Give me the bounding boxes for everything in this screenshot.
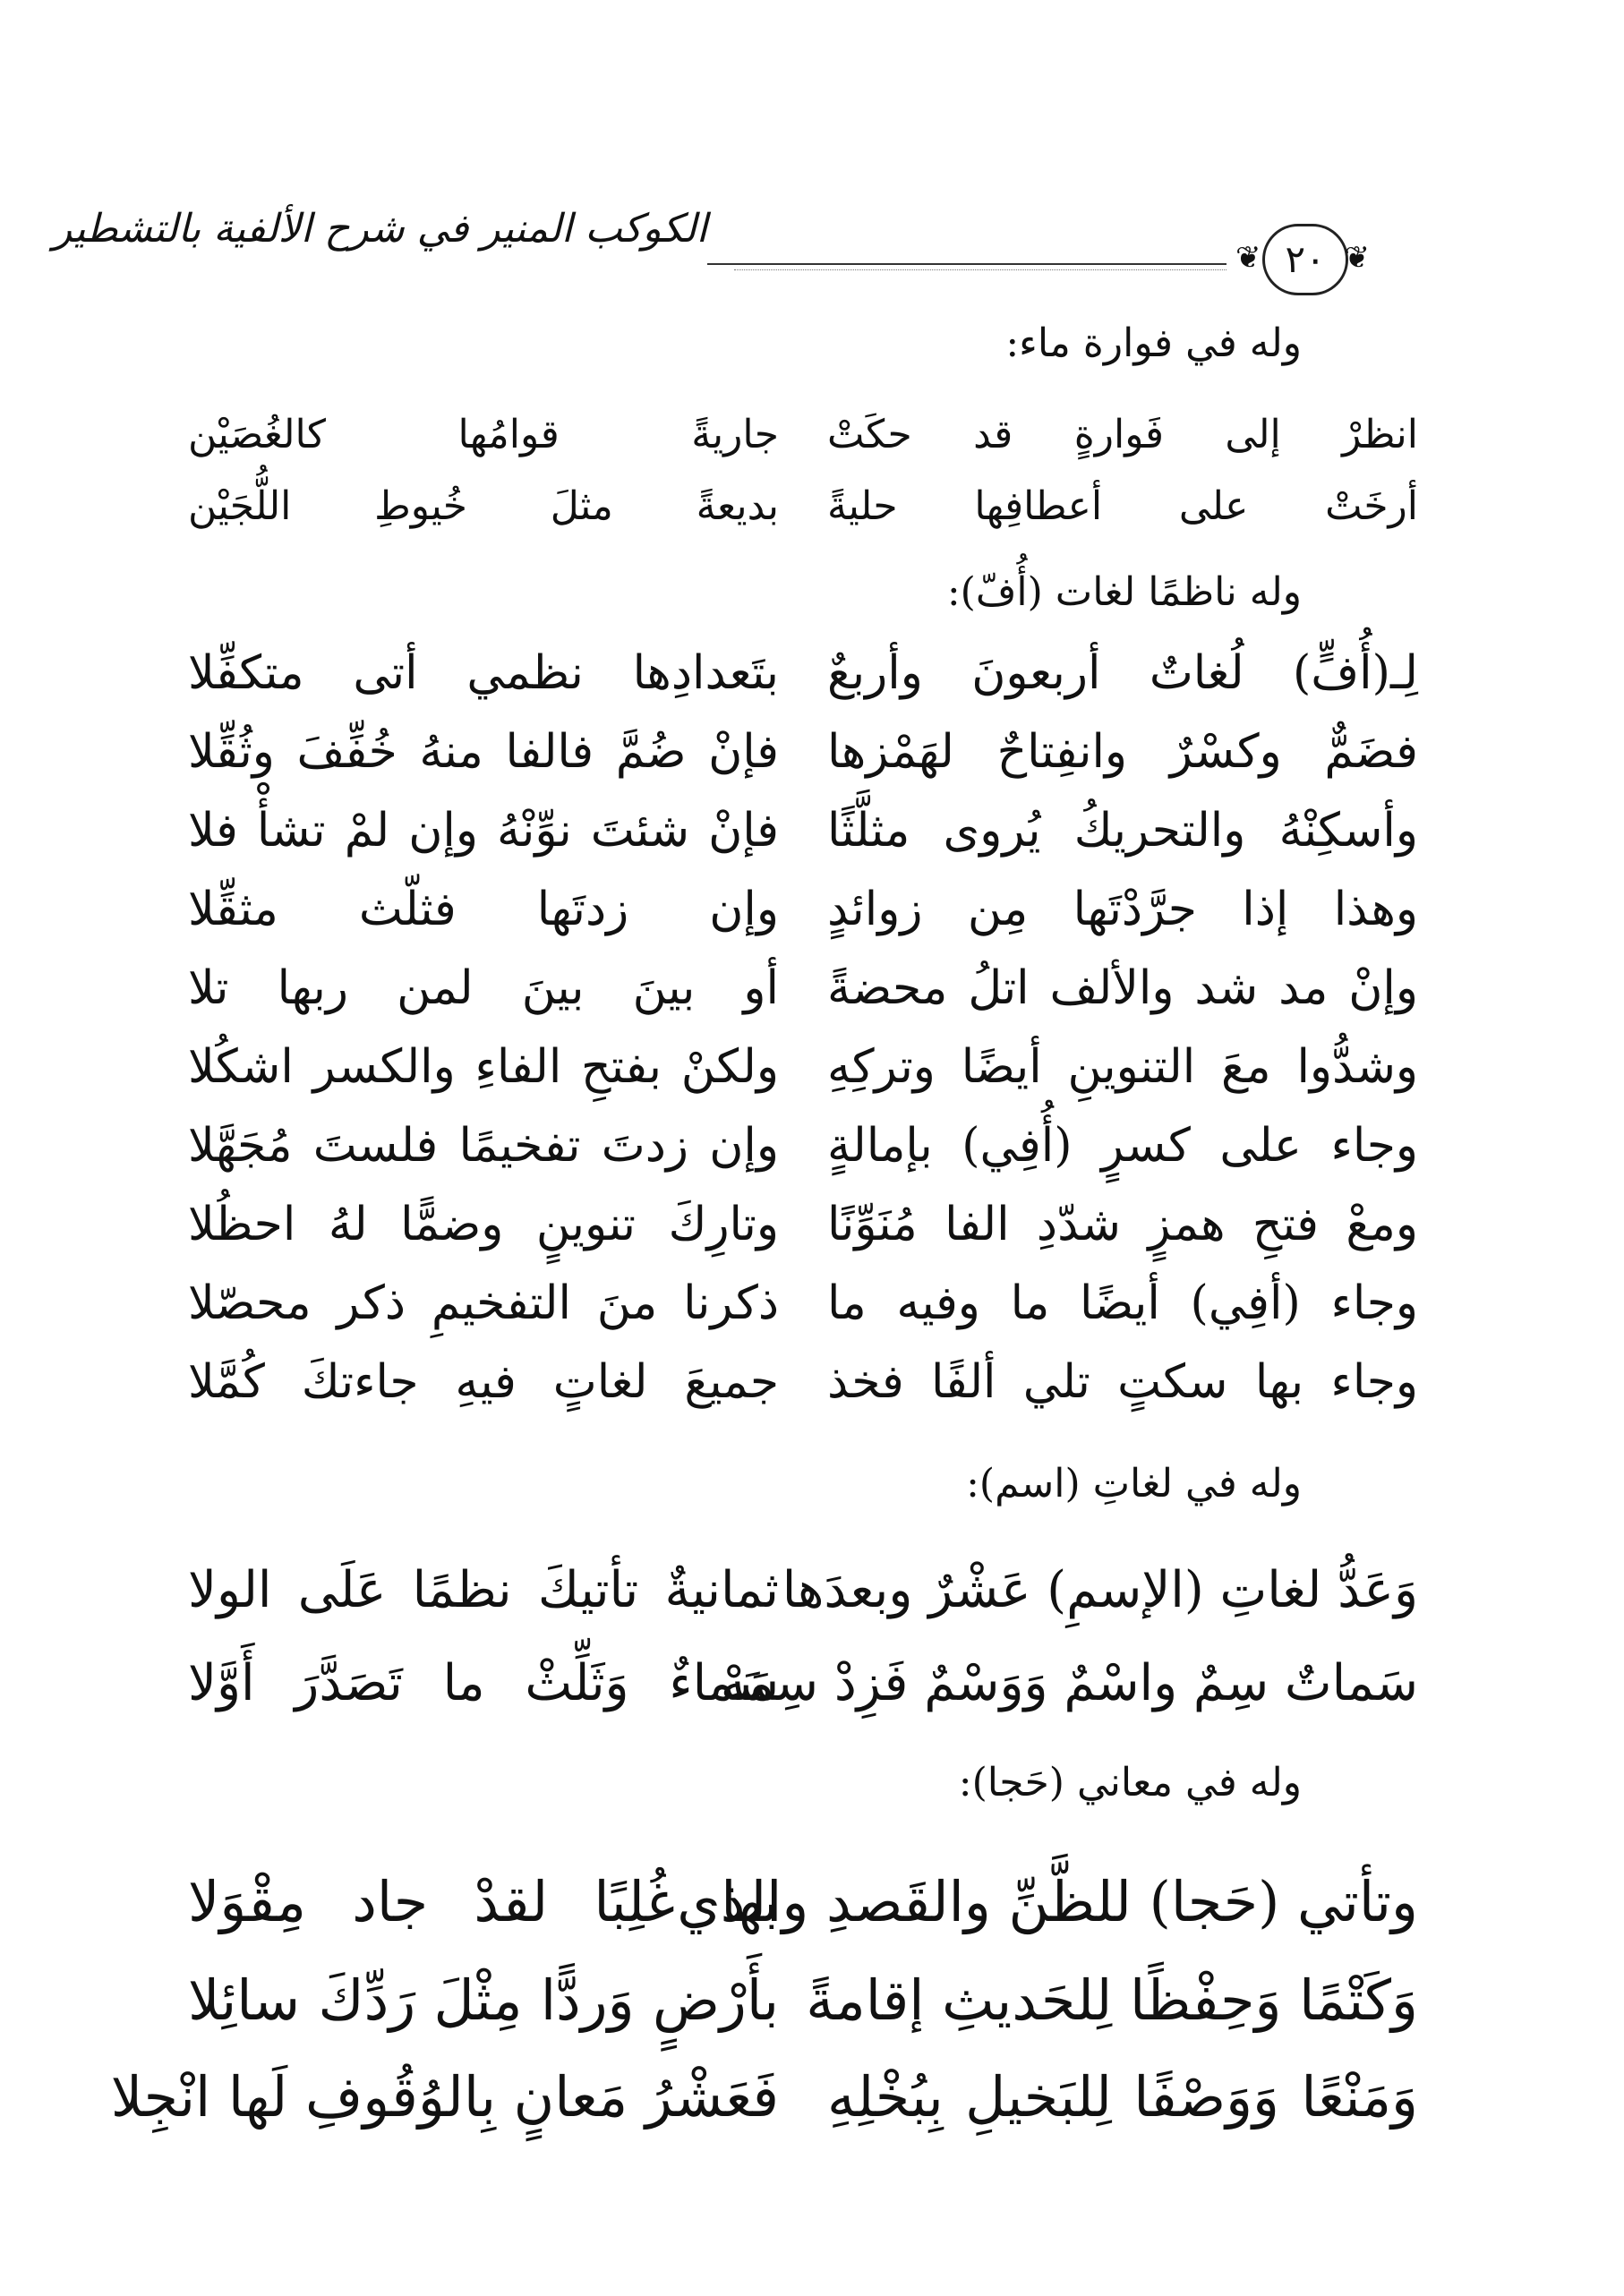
verse-first-hemistich: انظرْ إلى فَوارةٍ قد حكَتْ [827,412,1418,457]
verse-first-hemistich: وَعَدُّ لغاتِ (الإسمِ) عَشْرٌ وبعدَها [782,1561,1418,1619]
verse-first-hemistich: سَماتٌ سِمٌ واسْمٌ وَوَسْمٌ فَزِدْ سِمَهْ [720,1654,1418,1712]
verse-first-hemistich: فضَمٌّ وكسْرٌ وانفِتاحٌ لهَمْزها [827,725,1418,779]
verse-line [188,1654,1418,1712]
page-number: ٢٠ [1262,224,1348,295]
verse-line [188,1119,1418,1173]
verse-first-hemistich: وجاء بها سكتٍ تلي ألفًا فخذ [827,1355,1418,1409]
verse-first-hemistich: وأسكِنْهُ والتحريكُ يُروى مثلَّثًا [827,804,1418,858]
verse-first-hemistich: وشدُّوا معَ التنوينِ أيضًا وتركِهِ [827,1040,1418,1094]
verse-first-hemistich: وتأتي (حَجا) للظَّنِّ والقَصدِ والذي [677,1869,1418,1934]
verse-second-hemistich: فَعَشْرُ مَعانٍ بِالوُقُوفِ لَها انْجِلا [110,2064,779,2130]
verse-second-hemistich: أو بينَ بينَ لمن ربها تلا [188,961,779,1015]
verse-first-hemistich: وهذا إذا جرَّدْتَها مِن زوائدٍ [827,883,1418,936]
verse-line [188,1355,1418,1409]
verse-line [188,961,1418,1015]
verse-second-hemistich: سَماءٌ وَثَلِّثْ ما تَصَدَّرَ أَوَّلا [188,1654,779,1712]
verse-second-hemistich: جميعَ لغاتٍ فيهِ جاءتكَ كُمَّلا [188,1355,779,1409]
verse-first-hemistich: وجاء (أفِي) أيضًا ما وفيه ما [827,1276,1418,1330]
verse-line [188,1869,1418,1934]
verse-second-hemistich: وتارِكَ تنوينٍ وضمًّا لهُ احظُلا [188,1198,779,1251]
verse-second-hemistich: وإن زدتَها فثلّث مثقِّلا [188,883,779,936]
verse-first-hemistich: أرخَتْ على أعطافِها حليةً [827,483,1418,529]
verse-line [188,1040,1418,1094]
section-intro: وله ناظمًا لغات (أُفّ): [946,569,1302,615]
verse-line [188,1276,1418,1330]
verse-first-hemistich: لِـ(أُفٍّ) لُغاتٌ أربعونَ وأربعٌ [827,646,1418,700]
verse-line [188,883,1418,936]
header-rule [707,263,1227,265]
verse-second-hemistich: جاريةً قوامُها كالغُصَيْن [188,412,779,457]
verse-line [188,1967,1418,2033]
verse-first-hemistich: ومعْ فتحِ همزٍ شدّدِ الفا مُنَوِّنًا [827,1198,1418,1251]
section-intro: وله في معاني (حَجا): [958,1760,1302,1805]
verse-second-hemistich: ولكنْ بفتحِ الفاءِ والكسر اشكُلا [188,1040,779,1094]
verse-second-hemistich: فإنْ ضُمَّ فالفا منهُ خُفِّفَ وثُقِّلا [188,725,779,779]
verse-second-hemistich: ذكرنا منَ التفخيمِ ذكر محصّلا [188,1276,779,1330]
verse-line [110,2064,1418,2130]
page-header [53,197,1406,313]
verse-second-hemistich: وإن زدتَ تفخيمًا فلستَ مُجَهَّلا [188,1119,779,1173]
ornament-icon: ❦ [1235,240,1261,276]
section-intro: وله في فوارة ماء: [1005,320,1302,366]
running-title: الكوكب المنير في شرح الألفية بالتشطير [53,206,707,252]
verse-first-hemistich: وَكَتْمًا وَحِفْظًا لِلحَديثِ إقامةً [806,1967,1418,2033]
ornament-icon: ❦ [1344,240,1370,276]
verse-second-hemistich: ثمانيةٌ تأتيكَ نظمًا عَلَى الولا [188,1561,779,1619]
verse-line [188,1561,1418,1619]
verse-second-hemistich: فإنْ شئتَ نوِّنْهُ وإن لمْ تشأْ فلا [188,804,779,858]
verse-first-hemistich: وجاء على كسرٍ (أُفِي) بإمالةٍ [827,1119,1418,1173]
verse-line [188,483,1418,529]
verse-first-hemistich: وَمَنْعًا وَوَصْفًا لِلبَخيلِ بِبُخْلِهِ [827,2064,1418,2130]
verse-line [188,804,1418,858]
verse-line [188,412,1418,457]
section-intro: وله في لغاتِ (اسم): [966,1461,1302,1506]
verse-second-hemistich: بها غُلِبًا لقدْ جاد مِقْوَلا [188,1869,779,1934]
verse-second-hemistich: بتَعدادِها نظمي أتى متكفِّلا [188,646,779,700]
verse-line [188,1198,1418,1251]
page-number-frame [1235,224,1370,295]
verse-second-hemistich: بأَرْضٍ وَردًّا مِثْلَ رَدِّكَ سائِلا [188,1967,779,2033]
verse-second-hemistich: بديعةً مثلَ خُيوطِ اللُّجَيْن [188,483,779,529]
verse-line [188,646,1418,700]
verse-first-hemistich: وإنْ مد شد والألف اتلُ محضةً [827,961,1418,1015]
verse-line [188,725,1418,779]
